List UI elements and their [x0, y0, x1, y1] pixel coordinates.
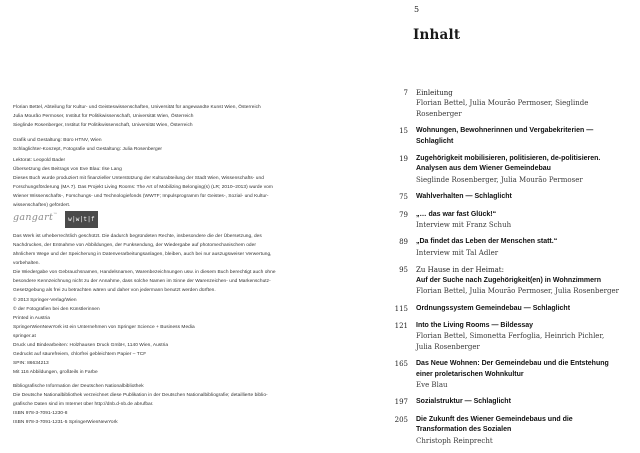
imprint-text-line: Forschungsförderung (MA 7). Das Projekt Living Rooms: The Art of Mobilizing Belonging(s) (LR; 2010–2013) wurde vom: [13, 184, 273, 190]
imprint-text-line: Nachdruckes, der Entnahme von Abbildungen, der Funksendung, der Wiedergabe auf photomechanischem oder: [13, 242, 256, 248]
toc-entry-title-line: einer proletarischen Wohnkultur: [416, 370, 524, 378]
toc-entry-title-line: Into the Living Rooms — Bildessay: [416, 321, 534, 329]
imprint-design-credits-block: [13, 137, 315, 155]
toc-entry-authors: Christoph Reinprecht: [416, 436, 493, 445]
imprint-text-line: SpringerWienNewYork ist ein Unternehmen von Springer Science + Business Media: [13, 324, 195, 330]
toc-entry-page-number: 165: [394, 360, 408, 369]
toc-entry-title-line: Sozialstruktur — Schlaglicht: [416, 398, 511, 406]
toc-entry-page-number: 89: [399, 238, 408, 247]
imprint-edition-block: [13, 360, 315, 378]
imprint-text-line: Lektorat: Leopold Bader: [13, 158, 66, 163]
imprint-text-line: Dieses Buch wurde produziert mit finanzieller Unterstützung der Kulturabteilung der Stadt Wien, Wissenschafts- und: [13, 176, 264, 181]
toc-entry-authors: Julia Rosenberger: [416, 342, 480, 351]
toc-entry-body: [416, 397, 630, 407]
imprint-text-line: Die Wiedergabe von Gebrauchsnamen, Handelsnamen, Warenbezeichnungen usw. in diesem Buch berechtigt auch ohne: [13, 270, 276, 275]
toc-entry-authors: Sieglinde Rosenberger, Julia Mourão Permoser: [416, 175, 583, 184]
imprint-text-line: Wiener Wissenschafts-, Forschungs- und Technologiefonds (WWTF; Impulsprogramm für Geistes-, Sozial- und Kultur-: [13, 193, 269, 199]
toc-entry-title-line: Transformation des Sozialen: [416, 426, 512, 434]
imprint-text-line: vorbehalten.: [13, 260, 40, 266]
toc-entry-title-line: Das Neue Wohnen: Der Gemeindebau und die Entstehung: [416, 360, 609, 368]
imprint-text-line: Florian Bettel, Abteilung für Kultur- und Geisteswissenschaften, Universität für angewandte Kunst Wien, Österreich: [13, 105, 261, 110]
imprint-publisher-block: [13, 297, 315, 342]
imprint-printing-block: [13, 342, 315, 360]
imprint-isbn-block: [13, 410, 315, 428]
imprint-text-line: © der Fotografien bei den Künstlerinnen: [13, 306, 100, 312]
toc-entry-body: [416, 304, 630, 314]
imprint-editorial-credits-block: [13, 157, 315, 175]
toc-entry-page-number: 95: [399, 266, 408, 275]
toc-entry-body: [416, 359, 630, 390]
toc-entry-body: [416, 210, 630, 231]
toc-entry-title-line: Analysen aus dem Wiener Gemeindebau: [416, 165, 551, 173]
toc-entry: [384, 154, 636, 185]
imprint-text-line: Druck und Bindearbeiten: Holzhausen Druck GmbH, 1140 Wien, Austria: [13, 343, 169, 348]
imprint-text-line: ISBN 978-3-7091-1231-5 SpringerWienNewYork: [13, 419, 118, 425]
toc-entry-page-number: 205: [394, 415, 408, 424]
toc-entry-page-number: 121: [394, 321, 408, 330]
toc-entry-page-number: 7: [403, 89, 408, 97]
toc-entry-body: [416, 265, 630, 296]
toc-entry-title-line: „Da findet das Leben der Menschen statt.“: [416, 238, 558, 246]
imprint-text-line: besondere Kennzeichnung nicht zu der Annahme, dass solche Namen im Sinne der Warenzeichen- und Markenschutz-: [13, 278, 271, 284]
toc-entry-authors: Eve Blau: [416, 380, 448, 389]
imprint-text-line: springer.at: [13, 333, 36, 339]
toc-entry-body: [416, 237, 630, 258]
toc-entry: [384, 88, 636, 119]
gangart-logo: gangart™: [13, 212, 58, 223]
toc-entry: [384, 304, 636, 314]
page-number: 5: [414, 5, 420, 14]
toc-entry: [384, 126, 636, 147]
toc-entry-body: [416, 192, 630, 202]
toc-entry: [384, 397, 636, 407]
toc-entry-title-line: Zu Hause in der Heimat:: [416, 266, 504, 275]
toc-entry: [384, 192, 636, 202]
toc-entry-title-line: Wahlverhalten — Schlaglicht: [416, 193, 512, 201]
toc-entry: [384, 265, 636, 296]
imprint-text-line: Übersetzung des Beitrags von Eve Blau: Ilse Lang: [13, 166, 122, 172]
toc-entry-page-number: 79: [399, 210, 408, 219]
imprint-text-line: © 2013 Springer-Verlag/Wien: [13, 298, 77, 303]
imprint-trademark-notice-block: [13, 269, 315, 296]
imprint-text-line: Sieglinde Rosenberger, Institut für Politikwissenschaft, Universität Wien, Österreich: [13, 122, 193, 128]
toc-entry: [384, 321, 636, 352]
toc-entry-page-number: 15: [399, 127, 408, 136]
imprint-text-line: grafische Daten sind im Internet über http://dnb.d-nb.de abrufbar.: [13, 401, 154, 407]
imprint-text-line: Bibliografische Information der Deutschen Nationalbibliothek: [13, 384, 144, 389]
toc-entry: [384, 237, 636, 258]
toc-entry-title-line: Wohnungen, Bewohnerinnen und Vergabekriterien —: [416, 127, 594, 135]
toc-entry-title-line: Zugehörigkeit mobilisieren, politisieren, de-politisieren.: [416, 155, 601, 163]
toc-entry-title-line: Auf der Suche nach Zugehörigkeit(en) in Wohnzimmern: [416, 276, 601, 284]
toc-entry-authors: Florian Bettel, Simonetta Ferfoglia, Heinrich Pichler,: [416, 332, 605, 341]
imprint-text-line: Schlaglichter-Konzept, Fotografie und Gestaltung: Julia Rosenberger: [13, 146, 163, 152]
toc-entry: [384, 359, 636, 390]
toc-entry-page-number: 115: [394, 304, 408, 313]
imprint-text-line: Mit 116 Abbildungen, großteils in Farbe: [13, 369, 98, 375]
toc-entry-body: [416, 154, 630, 185]
toc-entry: [384, 210, 636, 231]
imprint-copyright-notice-block: [13, 233, 315, 269]
imprint-text-line: Grafik und Gestaltung: Büro HTNV, Wien: [13, 138, 102, 143]
toc-entry-authors: Interview mit Tal Adler: [416, 248, 499, 257]
imprint-editors-block: [13, 104, 315, 131]
wwtf-logo: w|w|t|f: [65, 211, 98, 228]
toc-entry: [384, 415, 636, 446]
imprint-text-line: ISBN 978-3-7091-1230-8: [13, 411, 68, 416]
toc-entry-authors: Interview mit Franz Schuh: [416, 221, 512, 230]
toc-entry-title-line: Schlaglicht: [416, 137, 454, 145]
imprint-text-line: Das Werk ist urheberrechtlich geschützt. Die dadurch begründeten Rechte, insbesondere die der Übersetzung, des: [13, 234, 262, 239]
toc-entry-body: [416, 415, 630, 446]
contents-heading: Inhalt: [413, 27, 461, 43]
toc-entry-page-number: 19: [399, 155, 408, 164]
imprint-text-line: wissenschaften) gefördert.: [13, 202, 71, 208]
imprint-bibliographic-block: [13, 383, 315, 410]
toc-entry-body: [416, 126, 630, 147]
toc-entry-authors: Florian Bettel, Julia Mourão Permoser, Julia Rosenberger: [416, 287, 619, 296]
imprint-text-line: Julia Mourão Permoser, Institut für Politikwissenschaft, Universität Wien, Österreich: [13, 113, 194, 119]
toc-entry-title-line: Einleitung: [416, 89, 453, 97]
imprint-text-line: Gesetzgebung als frei zu betrachten wären und daher von jedermann benutzt werden dürften.: [13, 287, 216, 293]
imprint-text-line: SPIN: 86634213: [13, 361, 49, 366]
toc-entry-title-line: „… das war fast Glück!“: [416, 210, 497, 218]
table-of-contents: [384, 88, 636, 453]
imprint-text-line: Die Deutsche Nationalbibliothek verzeichnet diese Publikation in der Deutschen Nationalbibliografie; detaillierte biblio-: [13, 392, 268, 398]
toc-entry-body: [416, 321, 630, 352]
imprint-text-line: Printed in Austria: [13, 315, 50, 321]
gangart-logo-mark: ™: [53, 212, 58, 218]
toc-entry-authors: Florian Bettel, Julia Mourão Permoser, Sieglinde Rosenberger: [416, 99, 589, 118]
toc-entry-body: [416, 88, 630, 119]
imprint-funding-note-block: [13, 175, 315, 211]
imprint-text-line: ähnlichem Wege und der Speicherung in Datenverarbeitungsanlagen, bleiben, auch bei nur auszugsweiser Verwertung,: [13, 251, 272, 257]
toc-entry-page-number: 75: [399, 193, 408, 202]
toc-entry-title-line: Ordnungssystem Gemeindebau — Schlaglicht: [416, 304, 571, 312]
toc-entry-title-line: Die Zukunft des Wiener Gemeindebaus und die: [416, 415, 573, 423]
toc-entry-page-number: 197: [394, 398, 408, 407]
imprint-text-line: Gedruckt auf säurefreiem, chlorfrei gebleichtem Papier – TCF: [13, 351, 147, 357]
